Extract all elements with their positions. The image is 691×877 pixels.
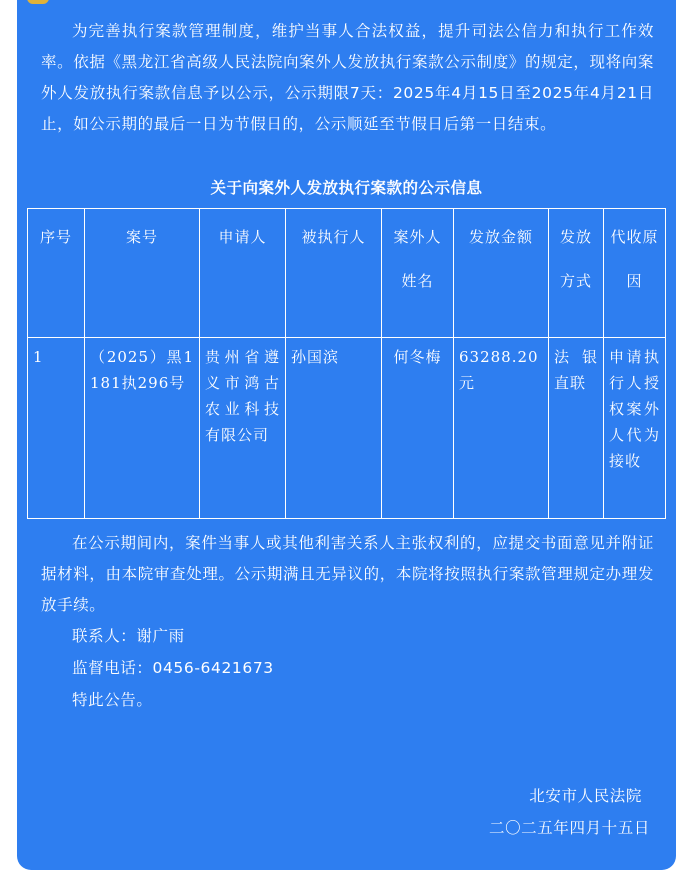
header-method: 发放方式: [549, 209, 604, 338]
cell-method: 法银直联: [549, 338, 604, 519]
header-case-no: 案号: [85, 209, 200, 338]
header-outsider-name: 案外人姓名: [382, 209, 454, 338]
table-title: 关于向案外人发放执行案款的公示信息: [210, 179, 483, 197]
contact-line: 联系人：谢广雨: [72, 627, 185, 645]
header-applicant: 申请人: [200, 209, 286, 338]
cell-applicant: 贵州省遵义市鸿古农业科技有限公司: [200, 338, 286, 519]
phone-line: 监督电话：0456-6421673: [72, 659, 274, 677]
notice-card: [17, 0, 676, 870]
cell-reason: 申请执行人授权案外人代为接收: [604, 338, 666, 519]
corner-decoration: [27, 0, 49, 4]
table-row: [28, 338, 666, 519]
cell-index: 1: [28, 338, 85, 519]
cell-respondent: 孙国滨: [286, 338, 382, 519]
court-name: 北安市人民法院: [529, 787, 642, 805]
cell-amount: 63288.20元: [454, 338, 549, 519]
header-index: 序号: [28, 209, 85, 338]
cell-outsider-name: 何冬梅: [382, 338, 454, 519]
announce-line: 特此公告。: [72, 691, 153, 709]
notice-date: 二〇二五年四月十五日: [488, 819, 650, 837]
disbursement-table: [27, 208, 666, 519]
header-respondent: 被执行人: [286, 209, 382, 338]
closing-paragraph: 在公示期间内，案件当事人或其他利害关系人主张权利的，应提交书面意见并附证据材料，由本院审查处理。公示期满且无异议的，本院将按照执行案款管理规定办理发放手续。: [41, 534, 654, 614]
table-header-row: [28, 209, 666, 338]
intro-paragraph: 为完善执行案款管理制度，维护当事人合法权益，提升司法公信力和执行工作效率。依据《黑龙江省高级人民法院向案外人发放执行案款公示制度》的规定，现将向案外人发放执行案款信息予以公示，公示期限7天：2025年4月15日至2025年4月21日止，如公示期的最后一日为节假日的，公示顺延至节假日后第一日结束。: [41, 22, 654, 133]
cell-case-no: （2025）黑1181执296号: [85, 338, 200, 519]
header-reason: 代收原因: [604, 209, 666, 338]
header-amount: 发放金额: [454, 209, 549, 338]
